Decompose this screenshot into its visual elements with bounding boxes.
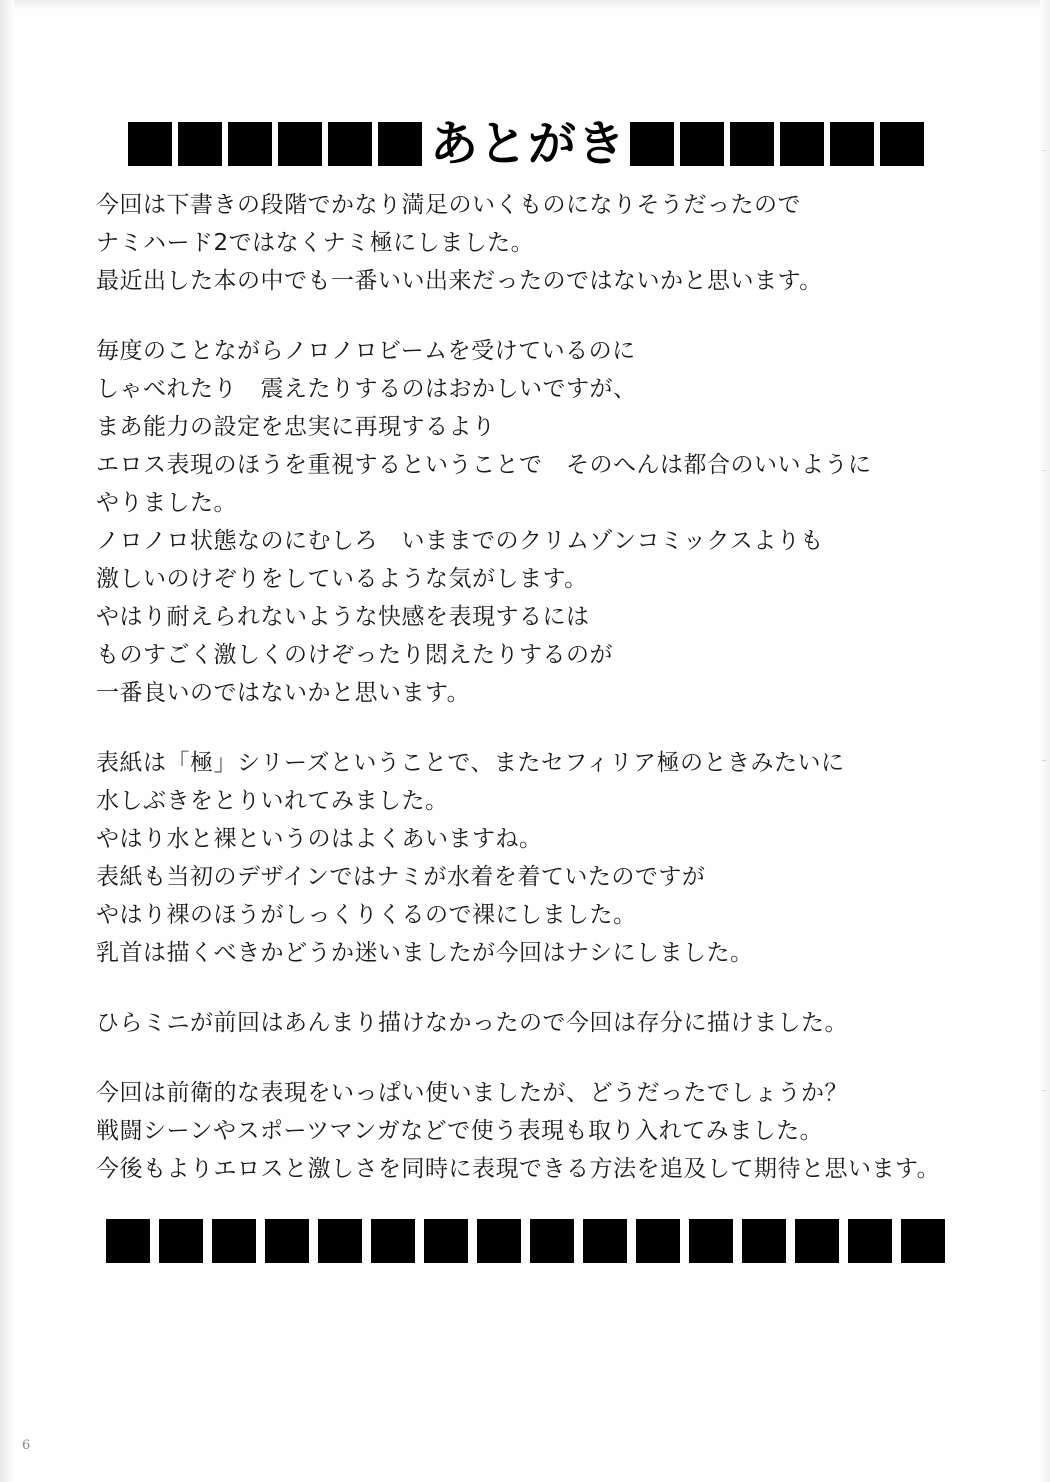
footer-square <box>159 1219 203 1263</box>
text-line: ノロノロ状態なのにむしろ いままでのクリムゾンコミックスよりも <box>96 528 824 554</box>
heading-square <box>128 122 172 166</box>
text-line: 一番良いのではないかと思います。 <box>96 680 471 706</box>
text-line: 水しぶきをとりいれてみました。 <box>96 788 449 814</box>
scan-edge-top <box>0 0 1050 10</box>
text-line: 今後もよりエロスと激しさを同時に表現できる方法を追及して期待と思います。 <box>96 1156 941 1182</box>
text-line: 表紙は「極」シリーズということで、またセフィリア極のときみたいに <box>96 750 845 776</box>
footer-square <box>477 1219 521 1263</box>
text-line: やはり水と裸というのはよくあいますね。 <box>96 826 543 852</box>
page-title: あとがき <box>430 116 627 172</box>
footer-square <box>583 1219 627 1263</box>
footer-square <box>742 1219 786 1263</box>
text-line: 今回は前衛的な表現をいっぱい使いましたが、どうだったでしょうか？ <box>96 1080 848 1106</box>
afterword-heading <box>128 118 928 170</box>
footer-square <box>212 1219 256 1263</box>
heading-square <box>880 122 924 166</box>
scan-tick <box>1042 760 1046 761</box>
footer-square <box>848 1219 892 1263</box>
heading-square <box>178 122 222 166</box>
footer-square <box>265 1219 309 1263</box>
heading-square <box>630 122 674 166</box>
text-line: やはり耐えられないような快感を表現するには <box>96 604 590 630</box>
text-line: 表紙も当初のデザインではナミが水着を着ていたのですが <box>96 864 706 890</box>
text-line: 最近出した本の中でも一番いい出来だったのではないかと思います。 <box>96 268 823 294</box>
text-line: 今回は下書きの段階でかなり満足のいくものになりそうだったので <box>96 192 801 218</box>
heading-square <box>278 122 322 166</box>
scan-tick <box>1042 470 1046 471</box>
text-line: 毎度のことながらノロノロビームを受けているのに <box>96 338 636 364</box>
text-line: エロス表現のほうを重視するということで そのへんは都合のいいように <box>96 452 872 478</box>
heading-square <box>780 122 824 166</box>
text-line: 乳首は描くべきかどうか迷いましたが今回はナシにしました。 <box>96 940 754 966</box>
heading-square <box>328 122 372 166</box>
scan-tick <box>1042 1090 1046 1091</box>
heading-squares-right <box>630 122 930 166</box>
paragraph <box>96 186 976 300</box>
footer-square <box>371 1219 415 1263</box>
footer-square <box>318 1219 362 1263</box>
text-line: やりました。 <box>96 490 237 516</box>
text-line: ナミハード2ではなくナミ極にしました。 <box>96 230 535 256</box>
heading-square <box>378 122 422 166</box>
heading-square <box>228 122 272 166</box>
scan-edge-left <box>0 0 14 1482</box>
heading-squares-left <box>128 122 428 166</box>
paragraph <box>96 1004 976 1042</box>
heading-square <box>730 122 774 166</box>
text-line: しゃべれたり 震えたりするのはおかしいですが、 <box>96 376 637 402</box>
footer-square <box>636 1219 680 1263</box>
paragraph <box>96 332 976 712</box>
text-line: やはり裸のほうがしっくりくるので裸にしました。 <box>96 902 637 928</box>
scan-edge-right <box>1040 0 1050 1482</box>
text-line: 戦闘シーンやスポーツマンガなどで使う表現も取り入れてみました。 <box>96 1118 824 1144</box>
afterword-body <box>96 186 976 1188</box>
scan-tick <box>1042 150 1046 151</box>
text-line: ひらミニが前回はあんまり描けなかったので今回は存分に描けました。 <box>96 1010 848 1036</box>
heading-square <box>680 122 724 166</box>
footer-square <box>689 1219 733 1263</box>
text-line: まあ能力の設定を忠実に再現するより <box>96 414 496 440</box>
page-number: 6 <box>22 1438 31 1453</box>
text-line: 激しいのけぞりをしているような気がします。 <box>96 566 588 592</box>
footer-square <box>424 1219 468 1263</box>
heading-square <box>830 122 874 166</box>
paragraph <box>96 744 976 972</box>
footer-square <box>106 1219 150 1263</box>
footer-squares <box>106 1218 946 1264</box>
footer-square <box>901 1219 945 1263</box>
paragraph <box>96 1074 976 1188</box>
text-line: ものすごく激しくのけぞったり悶えたりするのが <box>96 642 613 668</box>
footer-square <box>795 1219 839 1263</box>
footer-square <box>530 1219 574 1263</box>
